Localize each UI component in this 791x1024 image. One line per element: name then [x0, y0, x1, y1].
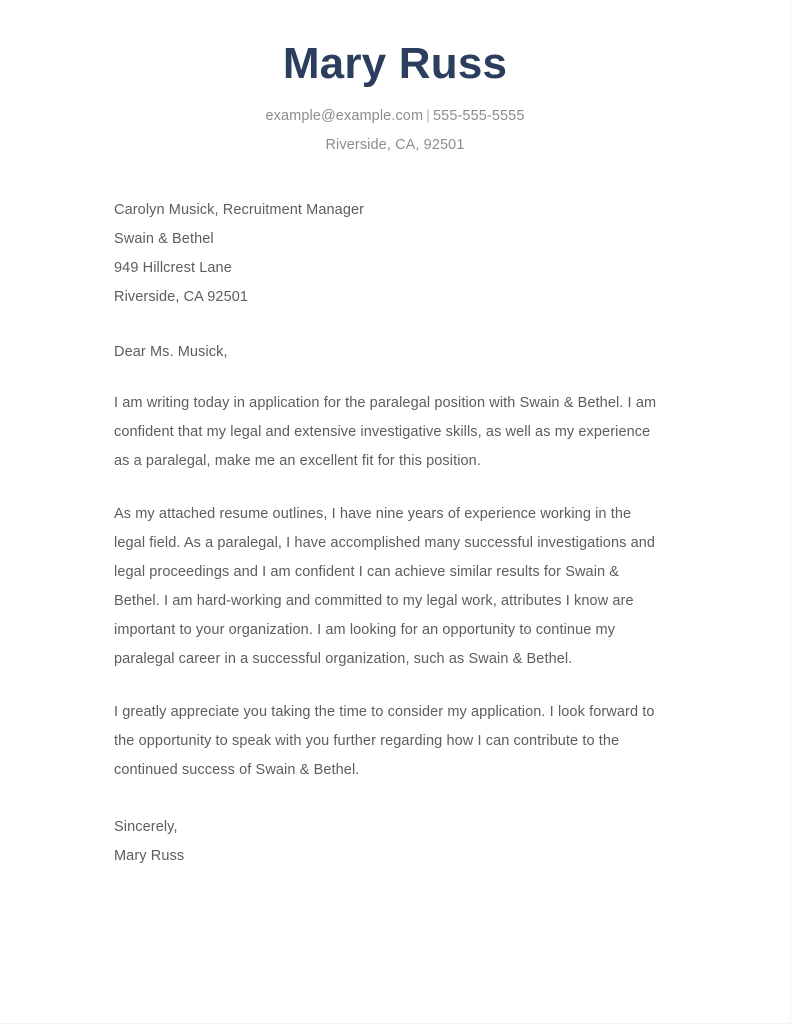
- recipient-line: 949 Hillcrest Lane: [114, 260, 232, 277]
- letter-body: [0, 196, 790, 871]
- signature-name: Mary Russ: [114, 848, 185, 865]
- applicant-name: Mary Russ: [282, 39, 508, 88]
- recipient-line: Swain & Bethel: [114, 231, 214, 248]
- contact-separator: |: [426, 108, 431, 125]
- body-paragraph: As my attached resume outlines, I have nine years of experience working in the legal field. As a paralegal, I have accomplished many successful investigations and legal proceedings and I am confident I can achieve similar results for Swain & Bethel. I am hard-working and committed to my legal work, attributes I know are important to your organization. I am looking for an opportunity to continue my paralegal career in a successful organization, such as Swain & Bethel.: [114, 506, 656, 668]
- recipient-line: Carolyn Musick, Recruitment Manager: [114, 202, 365, 219]
- recipient-address-block: [114, 196, 666, 312]
- body-paragraph: I am writing today in application for the paralegal position with Swain & Bethel. I am confident that my legal and extensive investigative skills, as well as my experience as a paralegal, make me an excellent fit for this position.: [114, 395, 657, 470]
- recipient-line: Riverside, CA 92501: [114, 289, 249, 306]
- closing-block: [114, 813, 666, 871]
- letter-header: [0, 0, 790, 156]
- contact-line: [0, 106, 790, 127]
- contact-phone: 555-555-5555: [433, 108, 525, 125]
- closing-salutation: Sincerely,: [114, 819, 178, 836]
- salutation: Dear Ms. Musick,: [114, 344, 228, 361]
- body-paragraph: I greatly appreciate you taking the time to consider my application. I look forward to the opportunity to speak with you further regarding how I can contribute to the continued success of Swain & Bethel.: [114, 704, 655, 779]
- contact-location: Riverside, CA, 92501: [325, 137, 465, 154]
- contact-email: example@example.com: [265, 108, 424, 125]
